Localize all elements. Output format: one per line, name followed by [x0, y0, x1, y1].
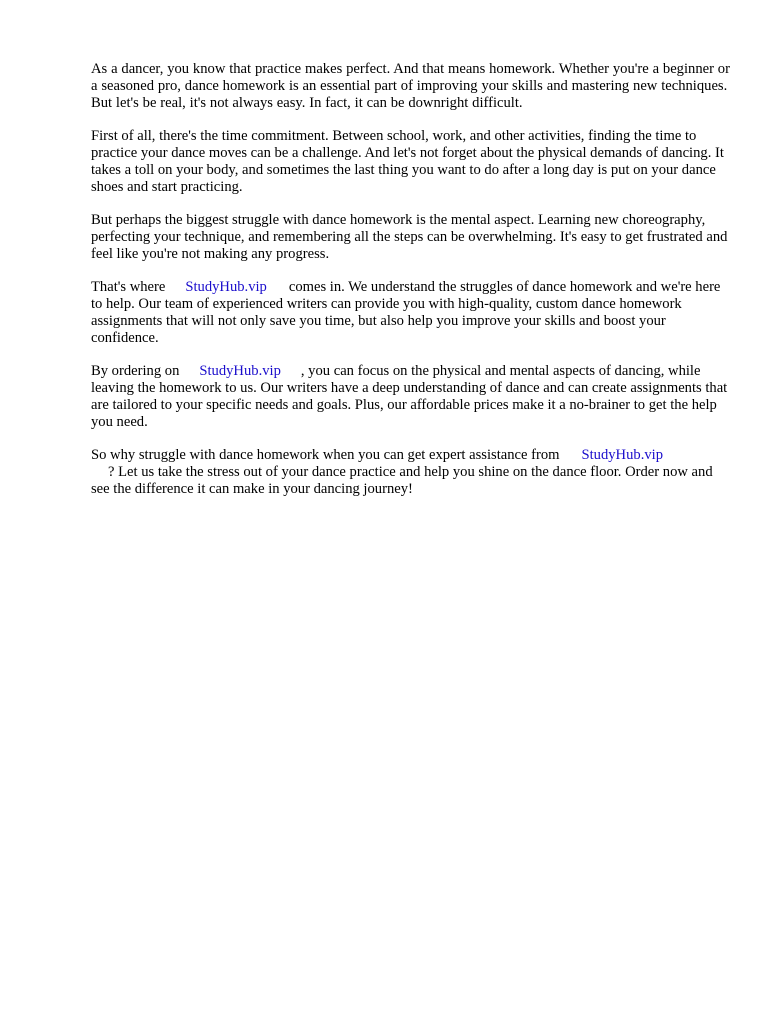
studyhub-link[interactable]: StudyHub.vip [581, 447, 663, 463]
paragraph-intro: As a dancer, you know that practice makes perfect. And that means homework. Whether you're a beginner or a seasoned pro, dance homework is an essential part of improving your skills and mastering new techniques. But let's be real, it's not always easy. In fact, it can be downright difficult. [91, 61, 730, 111]
paragraph-ordering [91, 363, 731, 431]
paragraph-time-commitment: First of all, there's the time commitment. Between school, work, and other activities, finding the time to practice your dance moves can be a challenge. And let's not forget about the physical demands of dancing. It takes a toll on your body, and sometimes the last thing you want to do after a long day is put on your dance shoes and start practicing. [91, 128, 724, 195]
paragraph-thats-where [91, 279, 731, 347]
paragraph-text: By ordering on [91, 363, 180, 379]
paragraph-text: comes in. We understand the struggles of dance homework and we're here to help. Our team of experienced writers can provide you with high-quality, custom dance homework assignments that will not only save you time, but also help you improve your skills and boost your confidence. [91, 279, 721, 346]
paragraph-text: So why struggle with dance homework when you can get expert assistance from [91, 447, 560, 463]
paragraph-text: , you can focus on the physical and mental aspects of dancing, while leaving the homework to us. Our writers have a deep understanding of dance and can create assignments that are tailored to your specific needs and goals. Plus, our affordable prices make it a no-brainer to get the help you need. [91, 363, 728, 430]
studyhub-link[interactable]: StudyHub.vip [199, 363, 281, 379]
studyhub-link[interactable]: StudyHub.vip [185, 279, 267, 295]
paragraph-text: ? Let us take the stress out of your dance practice and help you shine on the dance floor. Order now and see the difference it can make in your dancing journey! [91, 464, 713, 497]
paragraph-text: That's where [91, 279, 166, 295]
document-body [91, 61, 731, 514]
paragraph-closing [91, 447, 731, 498]
paragraph-mental-aspect: But perhaps the biggest struggle with dance homework is the mental aspect. Learning new choreography, perfecting your technique, and remembering all the steps can be overwhelming. It's easy to get frustrated and feel like you're not making any progress. [91, 212, 728, 262]
